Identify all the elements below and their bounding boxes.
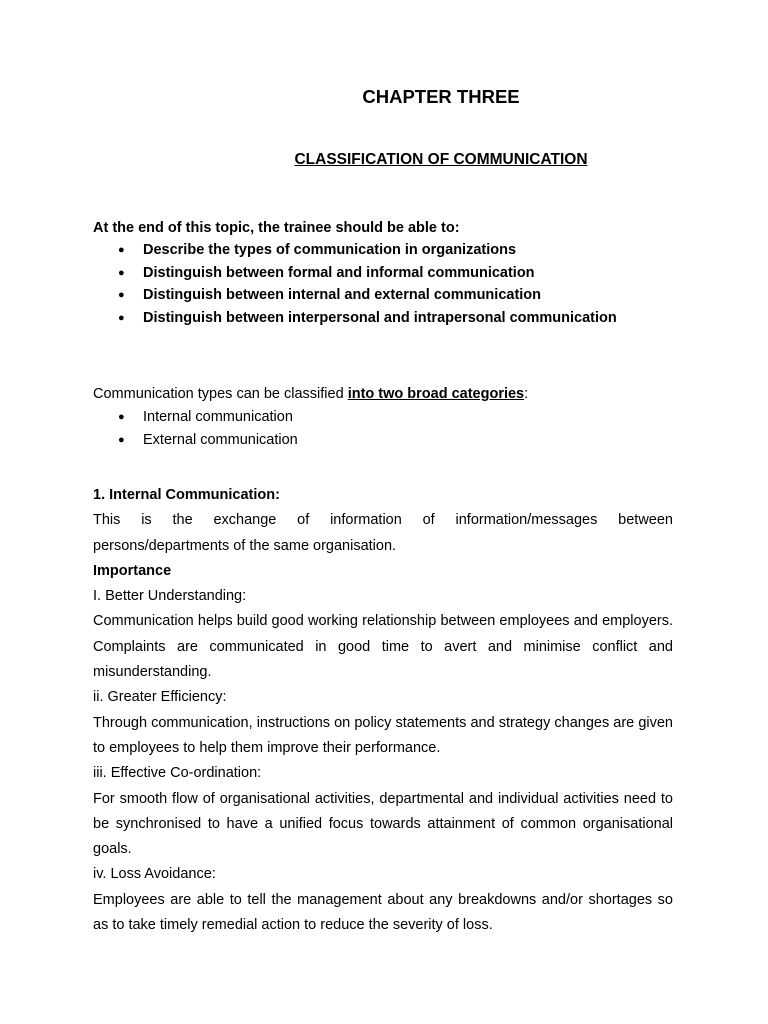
list-item	[93, 284, 673, 307]
section-heading: 1. Internal Communication:	[93, 487, 280, 503]
section-title: CLASSIFICATION OF COMMUNICATION	[294, 151, 588, 168]
bullet-icon: ●	[118, 411, 125, 423]
bullet-icon: ●	[118, 266, 125, 279]
point-text: For smooth flow of organisational activities, departmental and individual activities need to be synchronised to have a unified focus towards attainment of common organisational goals.	[93, 790, 673, 858]
point-title: iii. Effective Co-ordination:	[93, 765, 262, 782]
point-title: I. Better Understanding:	[93, 588, 247, 605]
categories-intro-end: :	[524, 386, 529, 402]
bullet-icon: ●	[118, 289, 125, 301]
point-title: iv. Loss Avoidance:	[93, 866, 216, 883]
list-item	[93, 429, 673, 452]
category-text: Internal communication	[143, 409, 293, 425]
importance-heading: Importance	[93, 562, 172, 579]
chapter-title: CHAPTER THREE	[362, 86, 520, 107]
objectives-intro: At the end of this topic, the trainee should be able to:	[93, 220, 460, 236]
communication-categories	[93, 382, 673, 451]
point-title: ii. Greater Efficiency:	[93, 689, 227, 706]
list-item	[93, 239, 673, 262]
objectives-list	[93, 239, 673, 329]
list-item	[93, 307, 673, 330]
point-text: Employees are able to tell the management about any breakdowns and/or shortages so as to take timely remedial action to reduce the severity of loss.	[93, 891, 673, 934]
learning-objectives	[93, 217, 673, 329]
objective-text: Distinguish between interpersonal and intrapersonal communication	[143, 309, 617, 326]
internal-communication-section	[93, 483, 673, 938]
document-page	[93, 0, 673, 1024]
objective-text: Describe the types of communication in organizations	[143, 242, 517, 258]
categories-intro-text: Communication types can be classified	[93, 386, 348, 402]
categories-intro	[93, 382, 673, 406]
bullet-icon: ●	[118, 244, 125, 256]
definition-paragraph: This is the exchange of information of information/messages between persons/departments of the same organisation.	[93, 512, 673, 554]
objective-text: Distinguish between formal and informal communication	[143, 264, 535, 281]
category-text: External communication	[143, 431, 298, 448]
bullet-icon: ●	[118, 433, 125, 446]
bullet-icon: ●	[118, 311, 125, 324]
categories-list	[93, 406, 673, 451]
objective-text: Distinguish between internal and external communication	[143, 287, 542, 303]
point-text: Communication helps build good working relationship between employees and employers. Complaints are communicated in good time to avert and minimise conflict and misunderstanding.	[93, 613, 673, 681]
list-item	[93, 406, 673, 429]
list-item	[93, 262, 673, 285]
categories-emphasis: into two broad categories	[347, 386, 525, 402]
point-text: Through communication, instructions on policy statements and strategy changes are given to employees to help them improve their performance.	[93, 714, 673, 756]
